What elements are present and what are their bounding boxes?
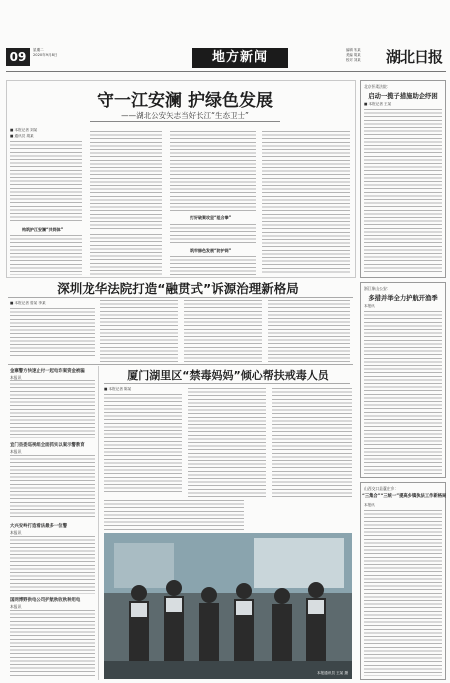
right-article-3-byline: 本报讯 <box>364 503 375 507</box>
right-article-3-kicker: 山西交口县蘆庄乡： <box>364 486 399 491</box>
right-article-2-kicker: 浙江象山公安： <box>364 286 391 291</box>
xiamen-headline: 厦门湖里区“禁毒妈妈”倾心帮扶戒毒人员 <box>127 369 329 382</box>
xiamen-body-col3 <box>272 388 352 498</box>
xiamen-rule <box>104 383 350 384</box>
brief-4-title: 国网博野供电公司护航秋收秋种用电 <box>10 598 81 603</box>
court-body-col2 <box>100 300 178 362</box>
lead-body-col2 <box>90 131 162 231</box>
xiamen-body-col1 <box>104 394 182 494</box>
court-byline: ■ 本报记者 曾某 李某 <box>10 301 46 305</box>
photo-illustration <box>104 533 352 679</box>
designer: 美编 胡某 <box>346 53 361 57</box>
page-meta <box>33 48 58 58</box>
lead-body-col2b <box>90 234 162 276</box>
lead-body-col4 <box>262 131 350 275</box>
xiamen-body-col4 <box>104 500 244 530</box>
brief-3-byline: 本报讯 <box>10 530 22 535</box>
lead-reporter: ■ 本报记者 刘某 <box>10 128 38 132</box>
brief-4-body <box>10 610 95 678</box>
brief-4-byline: 本报讯 <box>10 604 22 609</box>
court-rule <box>8 297 353 298</box>
right-article-1-body <box>364 109 442 274</box>
right-article-1-kicker: 北京怀柔法院： <box>364 84 391 89</box>
right-article-3-title: “三集合”“三统一”提高乡镇执法工作新格局 <box>362 494 447 499</box>
column-divider <box>98 366 99 680</box>
right-article-2-body <box>364 311 442 474</box>
right-article-2-byline: 本报讯 <box>364 304 375 308</box>
court-headline: 深圳龙华法院打造“融贯式”诉源治理新格局 <box>57 281 299 296</box>
brief-2-body <box>10 455 95 519</box>
lead-body-col1 <box>10 141 82 223</box>
weekday: 星期二 <box>33 48 44 52</box>
page-header <box>6 46 446 70</box>
lead-byline <box>10 127 37 139</box>
section-title: 地方新闻 <box>192 48 288 68</box>
editor: 编辑 朱某 <box>346 48 361 52</box>
court-body-col3 <box>184 300 262 362</box>
lead-body-col3 <box>170 131 256 211</box>
brief-1-title: 金寨警方快速止付一起电诈案资金被骗 <box>10 369 85 374</box>
xiamen-byline: ■ 本报记者 陈某 <box>104 387 132 391</box>
newspaper-logo: 湖北日报 <box>386 48 443 66</box>
proofreader: 校对 刘某 <box>346 58 361 62</box>
right-article-1-title: 启动一揽子措施助企纾困 <box>368 93 438 100</box>
brief-3-title: 大兴安岭打造看法最多一位警 <box>10 524 68 529</box>
lead-subhead-1: 构筑护江安澜“共同体” <box>22 227 64 232</box>
lead-title-rule <box>90 121 280 122</box>
page-number: 09 <box>6 48 30 66</box>
brief-1-byline: 本报讯 <box>10 375 22 380</box>
lead-subhead-3: 筑牢绿色发展“防护网” <box>190 248 232 253</box>
brief-2-byline: 本报讯 <box>10 449 22 454</box>
lead-subhead-2: 打好破案攻坚“组合拳” <box>190 215 232 220</box>
photo-caption: 本报通讯员 王某 摄 <box>316 671 348 675</box>
header-rule <box>6 71 446 72</box>
issue-date: 2020年9月8日 <box>33 53 58 57</box>
xiamen-photo <box>104 533 352 679</box>
lead-subheadline: ——湖北公安矢志当好长江“生态卫士” <box>121 111 249 120</box>
lead-body-col1b <box>10 235 82 275</box>
lead-body-col3b <box>170 224 256 244</box>
brief-2-title: 宜门县委巡视组全面抓实以案示警教育 <box>10 443 85 448</box>
court-body-col1 <box>10 308 95 358</box>
court-body-col4 <box>268 300 350 362</box>
editor-credits <box>346 48 361 63</box>
lead-correspondent: ■ 通讯员 胡某 <box>10 134 34 138</box>
brief-3-body <box>10 536 95 594</box>
xiamen-body-col2 <box>188 388 266 498</box>
right-article-3-body <box>364 510 442 676</box>
lead-headline: 守一江安澜 护绿色发展 <box>97 91 273 111</box>
lead-body-col3c <box>170 256 256 276</box>
court-bottom-rule <box>8 364 353 365</box>
right-article-1-byline: ■ 本报记者 王某 <box>364 102 392 106</box>
brief-1-body <box>10 380 95 438</box>
right-article-2-title: 多措并举全力护航开渔季 <box>368 295 438 302</box>
